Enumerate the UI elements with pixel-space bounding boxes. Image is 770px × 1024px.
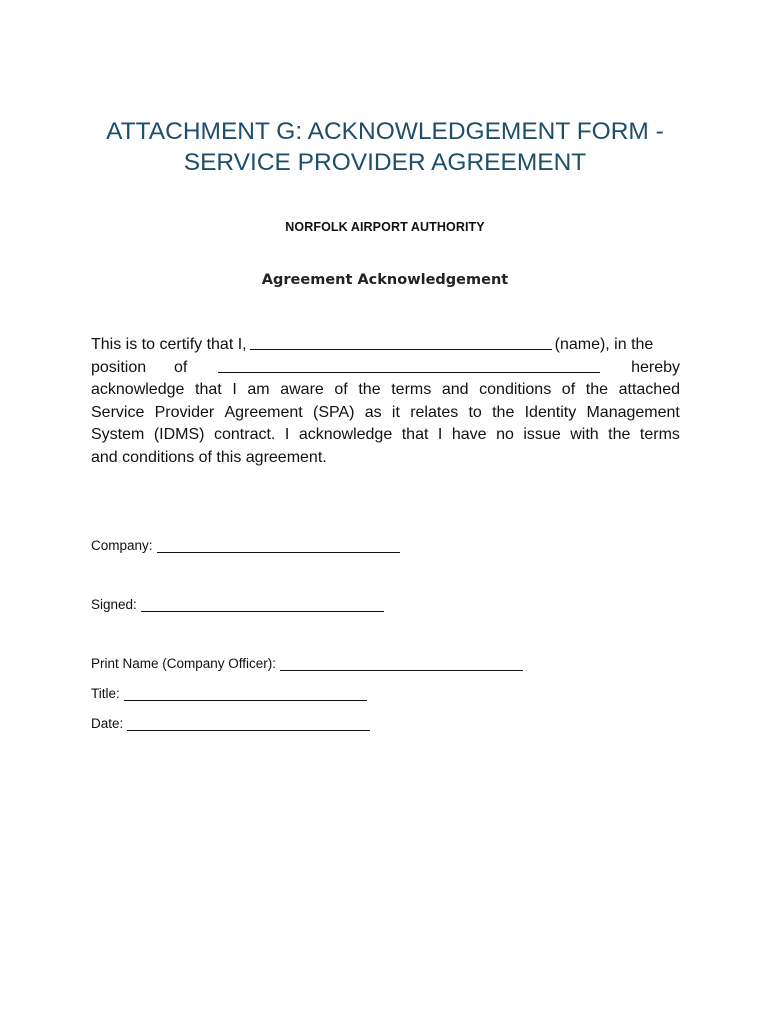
title-label: Title:: [91, 686, 120, 701]
signature-line[interactable]: [141, 599, 384, 612]
company-field: [91, 538, 400, 553]
organization-name: NORFOLK AIRPORT AUTHORITY: [285, 220, 485, 234]
company-label: Company:: [91, 538, 153, 553]
paragraph-line-2: [91, 357, 680, 380]
company-line[interactable]: [157, 540, 400, 553]
paragraph-line-4: Service Provider Agreement (SPA) as it relates to the Identity Management: [91, 403, 680, 421]
title-line-1: ATTACHMENT G: ACKNOWLEDGEMENT FORM -: [106, 118, 664, 145]
paragraph-line-6: and conditions of this agreement.: [91, 448, 327, 466]
certification-paragraph: [91, 334, 680, 470]
name-blank[interactable]: [250, 334, 552, 350]
title-line-2: SERVICE PROVIDER AGREEMENT: [183, 149, 587, 176]
section-subtitle: Agreement Acknowledgement: [261, 272, 509, 288]
document-title: [60, 116, 710, 178]
date-label: Date:: [91, 716, 124, 731]
paragraph-line-3: acknowledge that I am aware of the terms and conditions of the attached: [91, 381, 680, 399]
print-name-line[interactable]: [280, 658, 523, 671]
title-field: [91, 686, 367, 701]
name-suffix-text: (name), in the: [554, 336, 654, 353]
hereby-text: hereby: [631, 358, 680, 376]
of-text: of: [174, 358, 188, 376]
position-blank[interactable]: [218, 357, 600, 373]
position-text: position: [91, 358, 147, 376]
title-line[interactable]: [124, 688, 367, 701]
date-line[interactable]: [127, 718, 370, 731]
signed-field: [91, 597, 384, 612]
paragraph-line-1: [91, 334, 680, 357]
certify-text: This is to certify that I,: [91, 336, 247, 353]
date-field: [91, 716, 370, 731]
signed-label: Signed:: [91, 597, 137, 612]
print-name-label: Print Name (Company Officer):: [91, 656, 277, 671]
paragraph-line-5: System (IDMS) contract. I acknowledge that I have no issue with the terms: [91, 426, 680, 444]
print-name-field: [91, 656, 523, 671]
